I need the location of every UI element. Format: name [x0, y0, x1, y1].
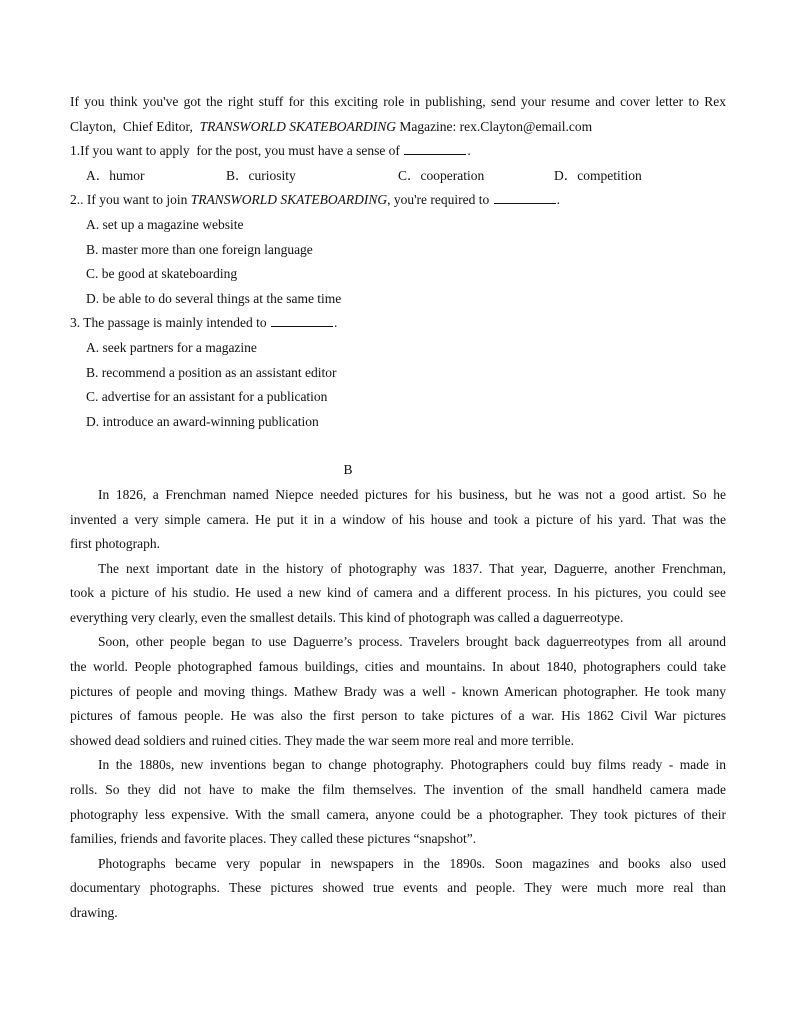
paragraph-line: documentary photographs. These pictures showed true events and people. They were much more real than	[70, 880, 726, 896]
intro-line-2-pre: Clayton, Chief Editor,	[70, 118, 200, 134]
answer-blank	[494, 191, 556, 204]
question-2	[70, 188, 726, 213]
paragraph-line: took a picture of his studio. He used a new kind of camera and a different process. In his pictures, you could see	[70, 585, 726, 601]
option-d: D. introduce an award-winning publication	[86, 413, 319, 429]
option-c: C．cooperation	[398, 167, 485, 183]
option-b: B. recommend a position as an assistant editor	[86, 364, 337, 380]
option-d: D. be able to do several things at the same time	[86, 290, 342, 306]
paragraph-line: showed dead soldiers and ruined cities. They made the war seem more real and more terrible.	[70, 732, 574, 748]
question-1-stem: 1.If you want to apply for the post, you must have a sense of	[70, 143, 404, 159]
paragraph-line: rolls. So they did not have to make the film themselves. The invention of the small handheld camera made	[70, 782, 726, 798]
option-d: D．competition	[554, 167, 642, 183]
paragraph-line: photography less expensive. With the small camera, anyone could be a photographer. They took pictures of their	[70, 806, 726, 822]
paragraph-line: The next important date in the history of photography was 1837. That year, Daguerre, another Frenchman,	[98, 560, 726, 576]
paragraph-line: the world. People photographed famous buildings, cities and mountains. In about 1840, photographers could take	[70, 659, 726, 675]
paragraph-line: Photographs became very popular in newspapers in the 1890s. Soon magazines and books also used	[98, 855, 726, 871]
paragraph-line: pictures of famous people. He was also the first person to take pictures of a war. His 1862 Civil War pictures	[70, 708, 726, 724]
magazine-name: TRANSWORLD SKATEBOARDING	[190, 192, 388, 208]
paragraph-line: families, friends and favorite places. They called these pictures “snapshot”.	[70, 831, 477, 847]
paragraph-line: pictures of people and moving things. Mathew Brady was a well - known American photographer. He took many	[70, 683, 726, 699]
document-page	[70, 90, 726, 926]
passage	[70, 483, 726, 926]
question-2-stem-post: , you're required to	[387, 192, 493, 208]
option-c: C. advertise for an assistant for a publication	[86, 389, 328, 405]
section-heading-b: B	[343, 462, 353, 478]
question-2-end: .	[556, 192, 561, 208]
paragraph-line: invented a very simple camera. He put it in a window of his house and took a picture of his yard. That was the	[70, 511, 726, 527]
paragraph-line: In the 1880s, new inventions began to change photography. Photographers could buy films ready - made in	[98, 757, 726, 773]
question-1-options	[70, 164, 726, 189]
question-3	[70, 311, 726, 336]
option-c: C. be good at skateboarding	[86, 266, 238, 282]
option-b: B．curiosity	[226, 167, 296, 183]
question-2-stem-pre: 2.. If you want to join	[70, 192, 191, 208]
paragraph-line: In 1826, a Frenchman named Niepce needed pictures for his business, but he was not a good artist. So he	[98, 486, 726, 502]
paragraph-line: drawing.	[70, 905, 118, 920]
paragraph-line: first photograph.	[70, 536, 160, 552]
intro-line-1: If you think you've got the right stuff for this exciting role in publishing, send your resume and cover letter to Rex	[70, 94, 726, 109]
option-a: A．humor	[86, 167, 145, 183]
option-a: A. set up a magazine website	[86, 216, 244, 232]
paragraph-line: everything very clearly, even the smallest details. This kind of photograph was called a daguerreotype.	[70, 609, 624, 625]
intro-line-2-post: Magazine: rex.Clayton@email.com	[395, 118, 593, 134]
magazine-name: TRANSWORLD SKATEBOARDING	[199, 118, 396, 134]
question-1-end: .	[467, 143, 471, 159]
intro-line-2	[70, 115, 726, 140]
paragraph-line: Soon, other people began to use Daguerre’s process. Travelers brought back daguerreotypes from all around	[98, 634, 726, 650]
option-b: B. master more than one foreign language	[86, 241, 313, 257]
answer-blank	[271, 314, 333, 327]
question-3-end: .	[333, 315, 338, 331]
option-a: A. seek partners for a magazine	[86, 339, 257, 355]
question-3-stem: 3. The passage is mainly intended to	[70, 315, 270, 331]
question-1	[70, 139, 726, 164]
answer-blank	[404, 142, 466, 155]
